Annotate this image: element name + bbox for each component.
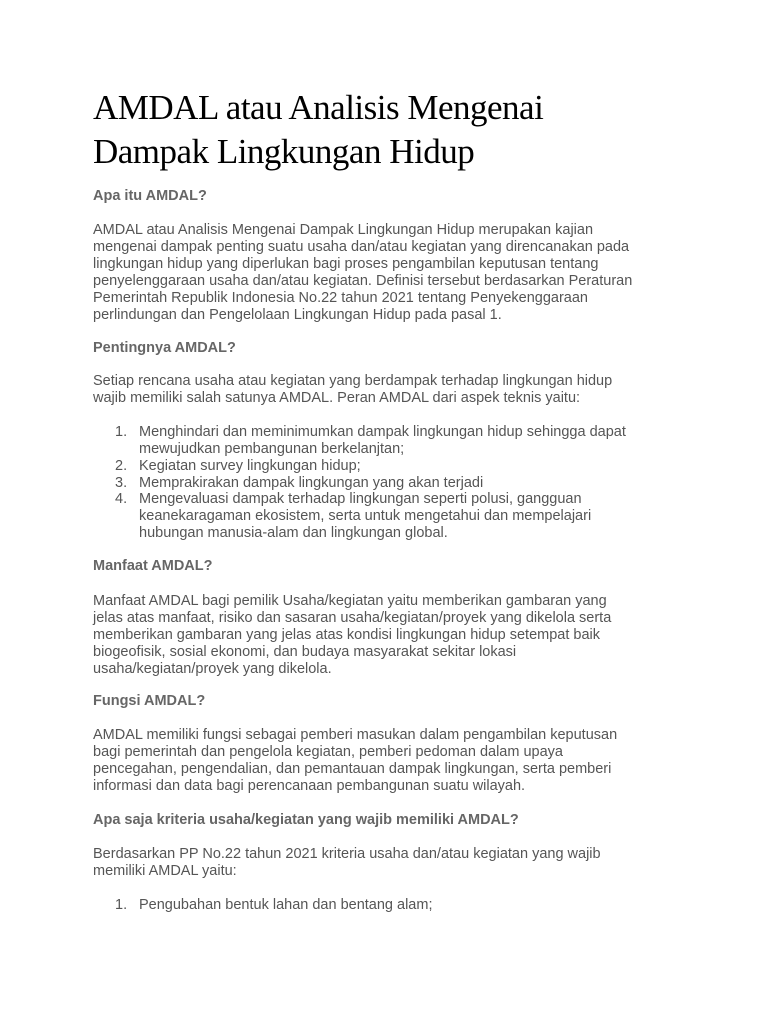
document-title bbox=[93, 86, 693, 174]
list-number: 2. bbox=[115, 458, 128, 474]
section-paragraph bbox=[93, 593, 683, 678]
paragraph-line: mengenai dampak penting suatu usaha dan/atau kegiatan yang direncanakan pada bbox=[93, 239, 630, 255]
section-heading: Pentingnya AMDAL? bbox=[93, 340, 236, 356]
section-heading: Fungsi AMDAL? bbox=[93, 693, 206, 709]
list-text bbox=[139, 475, 699, 492]
section-heading: Apa itu AMDAL? bbox=[93, 188, 207, 204]
paragraph-line: informasi dan data bagi perencanaan pembangunan suatu wilayah. bbox=[93, 778, 526, 794]
section-paragraph bbox=[93, 373, 683, 407]
list-line: Mengevaluasi dampak terhadap lingkungan seperti polusi, gangguan bbox=[139, 491, 582, 507]
list-text bbox=[139, 897, 699, 914]
title-line: Dampak Lingkungan Hidup bbox=[93, 132, 475, 171]
paragraph-line: AMDAL memiliki fungsi sebagai pemberi masukan dalam pengambilan keputusan bbox=[93, 727, 618, 743]
paragraph-line: Setiap rencana usaha atau kegiatan yang berdampak terhadap lingkungan hidup bbox=[93, 373, 613, 389]
list-number: 1. bbox=[115, 424, 128, 440]
paragraph-line: perlindungan dan Pengelolaan Lingkungan Hidup pada pasal 1. bbox=[93, 307, 502, 323]
section-paragraph bbox=[93, 222, 683, 324]
title-line: AMDAL atau Analisis Mengenai bbox=[93, 88, 544, 127]
section-heading: Apa saja kriteria usaha/kegiatan yang wajib memiliki AMDAL? bbox=[93, 812, 519, 828]
list-line: hubungan manusia-alam dan lingkungan global. bbox=[139, 525, 448, 541]
paragraph-line: bagi pemerintah dan pengelola kegiatan, pemberi pedoman dalam upaya bbox=[93, 744, 563, 760]
paragraph-line: penyelenggaraan usaha dan/atau kegiatan. Definisi tersebut berdasarkan Peraturan bbox=[93, 273, 633, 289]
list-text bbox=[139, 491, 699, 542]
paragraph-line: usaha/kegiatan/proyek yang dikelola. bbox=[93, 661, 332, 677]
paragraph-line: memberikan gambaran yang jelas atas kondisi lingkungan hidup setempat baik bbox=[93, 627, 600, 643]
paragraph-line: pencegahan, pengendalian, dan pemantauan dampak lingkungan, serta pemberi bbox=[93, 761, 612, 777]
list-line: Kegiatan survey lingkungan hidup; bbox=[139, 458, 361, 474]
list-line: Pengubahan bentuk lahan dan bentang alam; bbox=[139, 897, 433, 913]
list-line: Menghindari dan meminimumkan dampak lingkungan hidup sehingga dapat bbox=[139, 424, 626, 440]
list-line: mewujudkan pembangunan berkelanjtan; bbox=[139, 441, 405, 457]
section-paragraph bbox=[93, 727, 683, 795]
list-number: 3. bbox=[115, 475, 128, 491]
list-text bbox=[139, 424, 699, 458]
paragraph-line: lingkungan hidup yang diperlukan bagi proses pengambilan keputusan tentang bbox=[93, 256, 599, 272]
paragraph-line: AMDAL atau Analisis Mengenai Dampak Lingkungan Hidup merupakan kajian bbox=[93, 222, 594, 238]
list-line: keanekaragaman ekosistem, serta untuk mengetahui dan mempelajari bbox=[139, 508, 592, 524]
list-line: Memprakirakan dampak lingkungan yang akan terjadi bbox=[139, 475, 484, 491]
paragraph-line: Berdasarkan PP No.22 tahun 2021 kriteria usaha dan/atau kegiatan yang wajib bbox=[93, 846, 601, 862]
list-number: 4. bbox=[115, 491, 128, 507]
section-heading: Manfaat AMDAL? bbox=[93, 558, 213, 574]
section-paragraph bbox=[93, 846, 683, 880]
paragraph-line: memiliki AMDAL yaitu: bbox=[93, 863, 237, 879]
list-text bbox=[139, 458, 699, 475]
paragraph-line: Pemerintah Republik Indonesia No.22 tahun 2021 tentang Penyekenggaraan bbox=[93, 290, 588, 306]
paragraph-line: wajib memiliki salah satunya AMDAL. Peran AMDAL dari aspek teknis yaitu: bbox=[93, 390, 581, 406]
paragraph-line: biogeofisik, sosial ekonomi, dan budaya masyarakat sekitar lokasi bbox=[93, 644, 517, 660]
paragraph-line: Manfaat AMDAL bagi pemilik Usaha/kegiatan yaitu memberikan gambaran yang bbox=[93, 593, 607, 609]
paragraph-line: jelas atas manfaat, risiko dan sasaran usaha/kegiatan/proyek yang dikelola serta bbox=[93, 610, 612, 626]
list-number: 1. bbox=[115, 897, 128, 913]
